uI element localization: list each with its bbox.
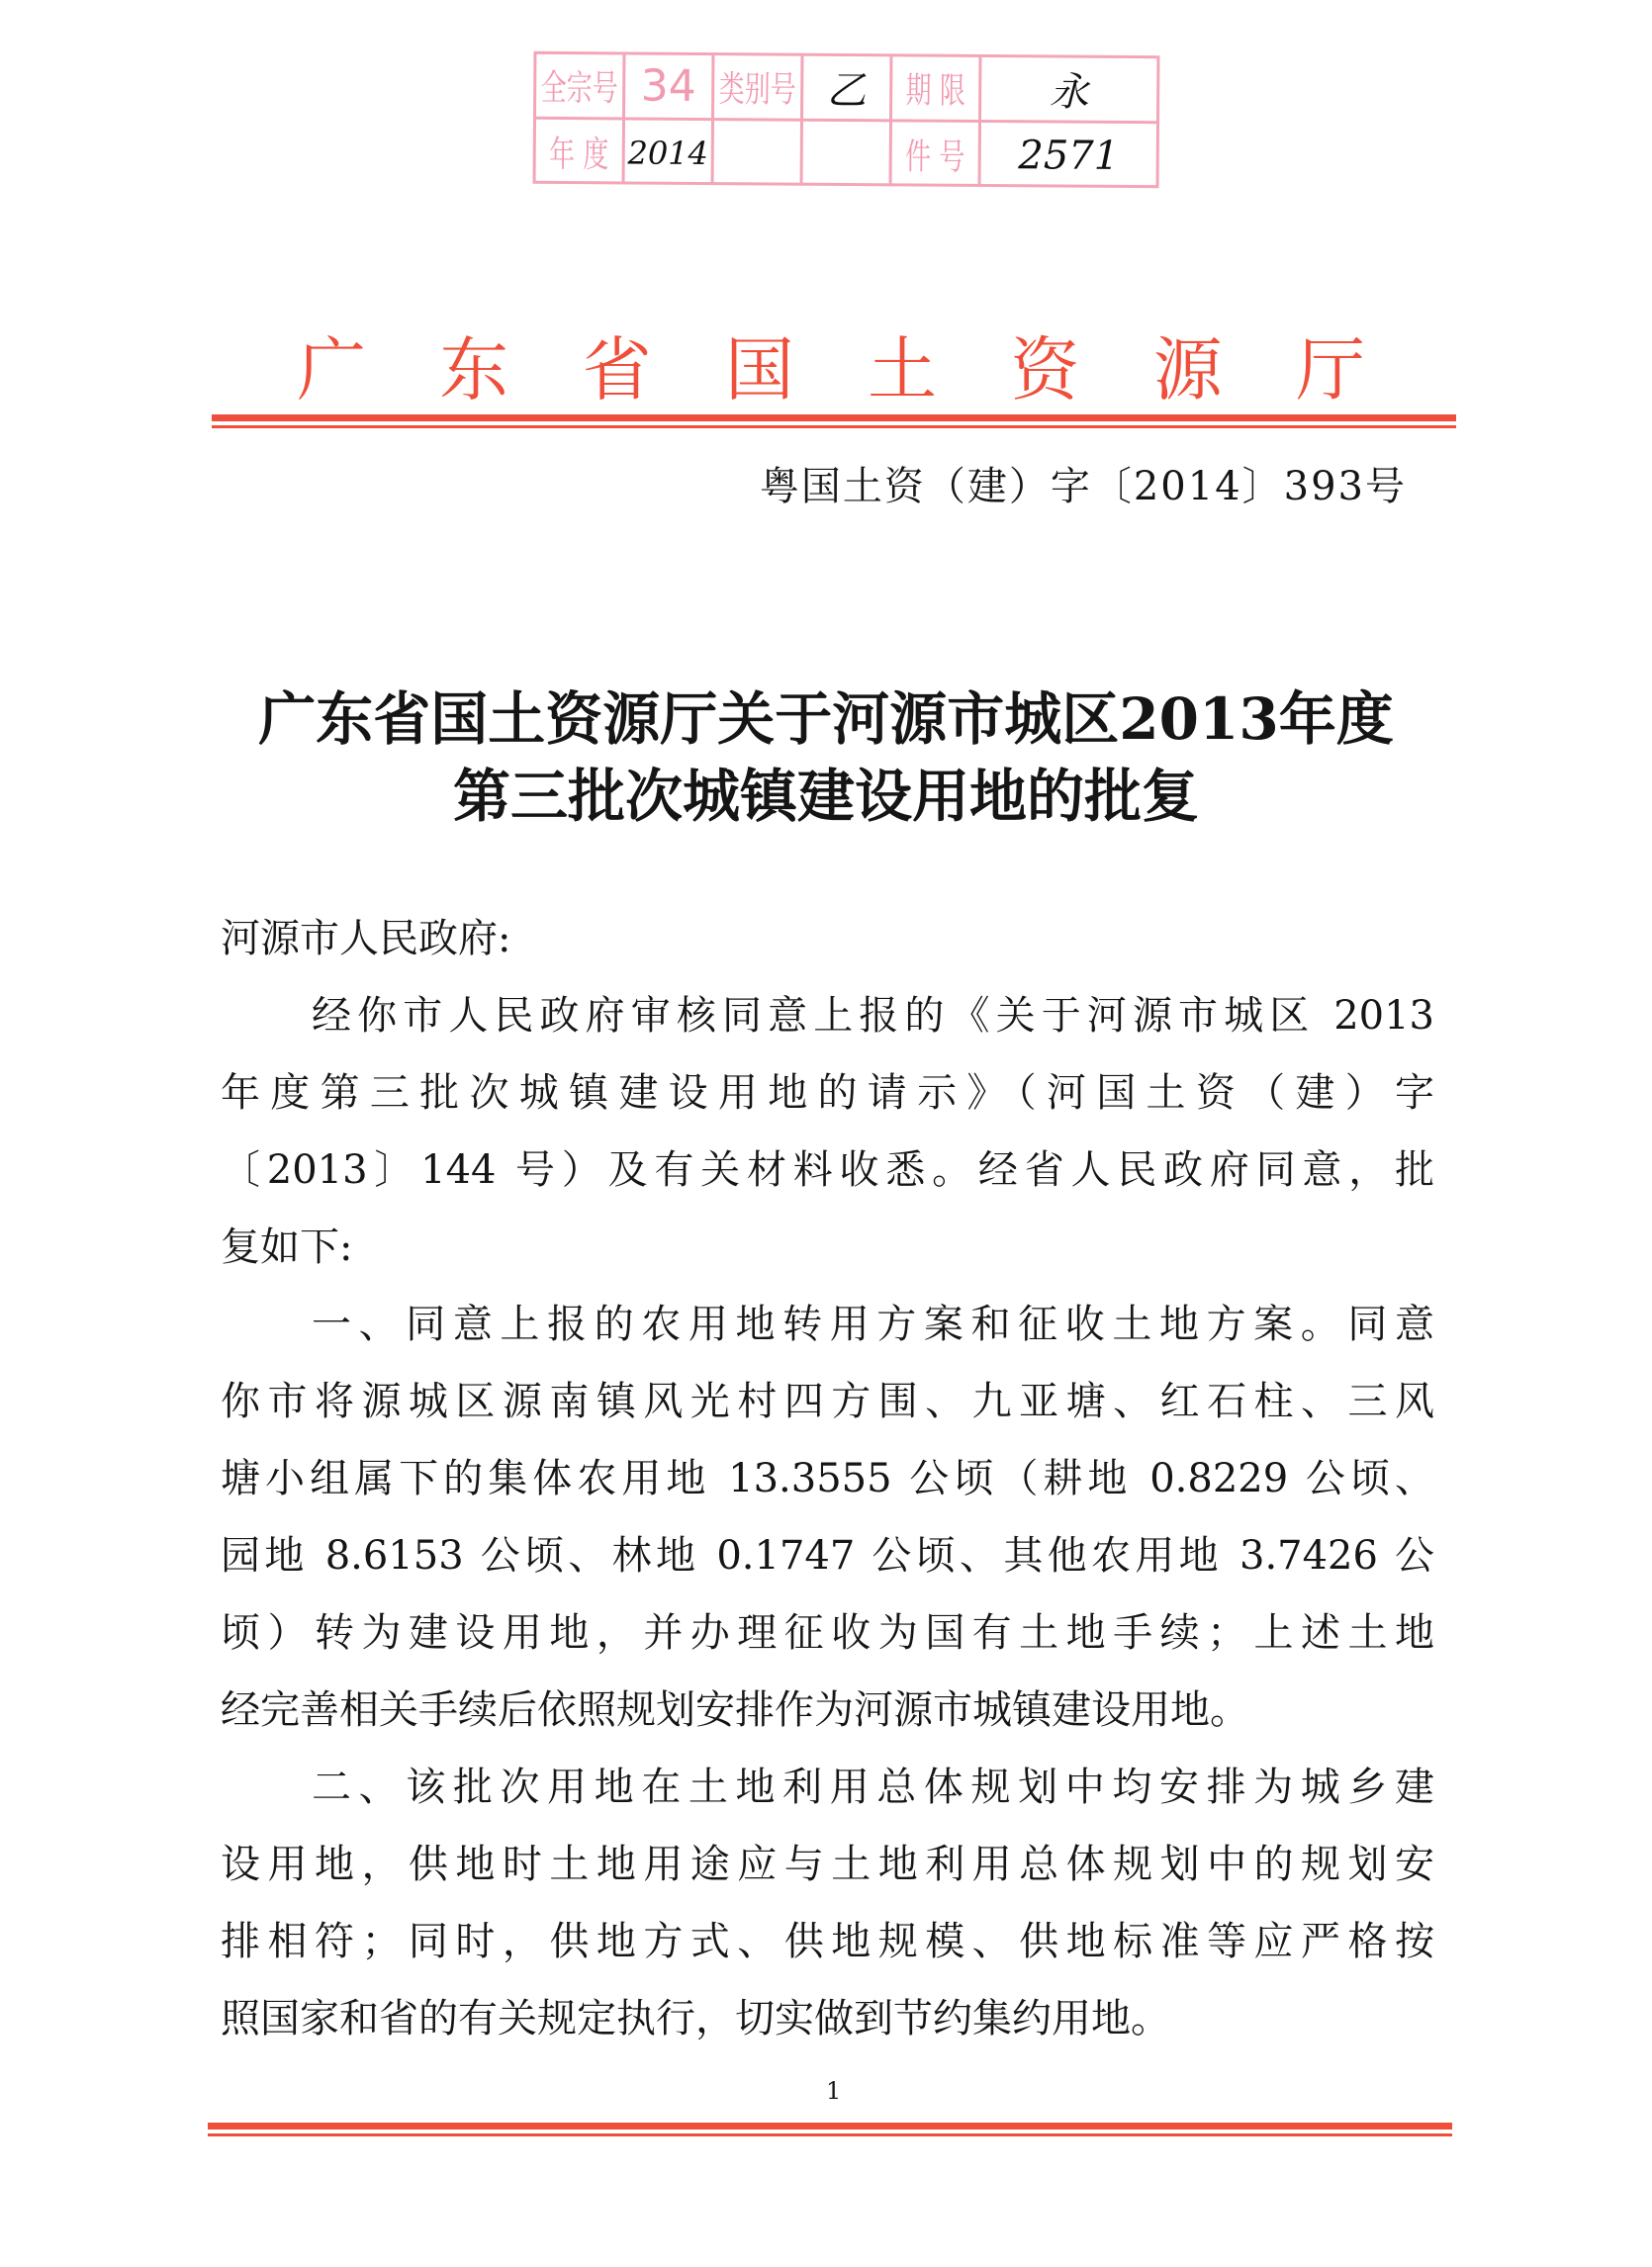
headline-line-2: 第三批次城镇建设用地的批复 (452, 763, 1199, 830)
organization-title (297, 315, 1365, 414)
body-line: 〔2013〕144 号）及有关材料收悉。经省人民政府同意，批 (221, 1147, 1434, 1193)
org-char: 广 (297, 329, 366, 410)
period-label-cell (892, 56, 981, 123)
body-line: 年度第三批次城镇建设用地的请示》（河国土资（建）字 (221, 1070, 1434, 1116)
body-line: 照国家和省的有关规定执行，切实做到节约集约用地。 (221, 1996, 1170, 2041)
org-char: 国 (724, 329, 794, 410)
period-value: 永 (981, 57, 1156, 124)
item-value: 2571 (1018, 132, 1120, 179)
footer-rule-thick (208, 2123, 1452, 2130)
headline-line-1: 广东省国土资源厅关于河源市城区2013年度 (258, 685, 1394, 753)
org-char: 厅 (1295, 329, 1365, 410)
year-label-cell (536, 120, 625, 185)
item-label-cell (892, 122, 981, 187)
fonds-label-cell (536, 54, 625, 121)
category-value: 乙 (803, 56, 892, 123)
archive-stamp (533, 51, 1160, 188)
body-line: 你市将源城区源南镇风光村四方围、九亚塘、红石柱、三风 (221, 1379, 1434, 1424)
header-rule-thin (212, 425, 1456, 428)
body-line: 设用地，供地时土地用途应与土地利用总体规划中的规划安 (221, 1842, 1434, 1887)
body-line: 园地 8.6153 公顷、林地 0.1747 公顷、其他农用地 3.7426 公 (221, 1533, 1434, 1579)
org-char: 省 (582, 329, 652, 410)
org-char: 资 (1010, 329, 1080, 410)
footer-rule-thin (208, 2133, 1452, 2136)
body-line: 经你市人民政府审核同意上报的《关于河源市城区 2013 (312, 993, 1434, 1039)
year-label: 年 度 (548, 134, 609, 177)
body-line: 一、同意上报的农用地转用方案和征收土地方案。同意 (312, 1302, 1434, 1347)
body-line: 河源市人民政府: (221, 916, 511, 961)
body-line: 二、该批次用地在土地利用总体规划中均安排为城乡建 (312, 1765, 1434, 1810)
document-number: 粤国土资（建）字〔2014〕393号 (759, 464, 1407, 509)
blank-cell (714, 121, 803, 186)
fonds-label: 全宗号 (540, 67, 618, 111)
period-label: 期 限 (905, 70, 965, 113)
body-line: 复如下: (221, 1224, 353, 1270)
item-label: 件 号 (904, 136, 965, 179)
body-line: 顷）转为建设用地，并办理征收为国有土地手续；上述土地 (221, 1610, 1434, 1656)
body-line: 塘小组属下的集体农用地 13.3555 公顷（耕地 0.8229 公顷、 (221, 1456, 1434, 1501)
header-rule-thick (212, 414, 1456, 421)
fonds-value: 34 (625, 54, 714, 121)
blank-cell (803, 122, 892, 187)
category-label-cell (714, 55, 803, 122)
year-value: 2014 (625, 120, 714, 185)
org-char: 源 (1152, 329, 1223, 410)
page-number: 1 (826, 2077, 842, 2105)
org-char: 土 (868, 329, 938, 410)
org-char: 东 (439, 329, 509, 410)
body-line: 经完善相关手续后依照规划安排作为河源市城镇建设用地。 (221, 1687, 1249, 1733)
body-line: 排相符；同时，供地方式、供地规模、供地标准等应严格按 (221, 1919, 1434, 1964)
category-label: 类别号 (718, 69, 796, 112)
